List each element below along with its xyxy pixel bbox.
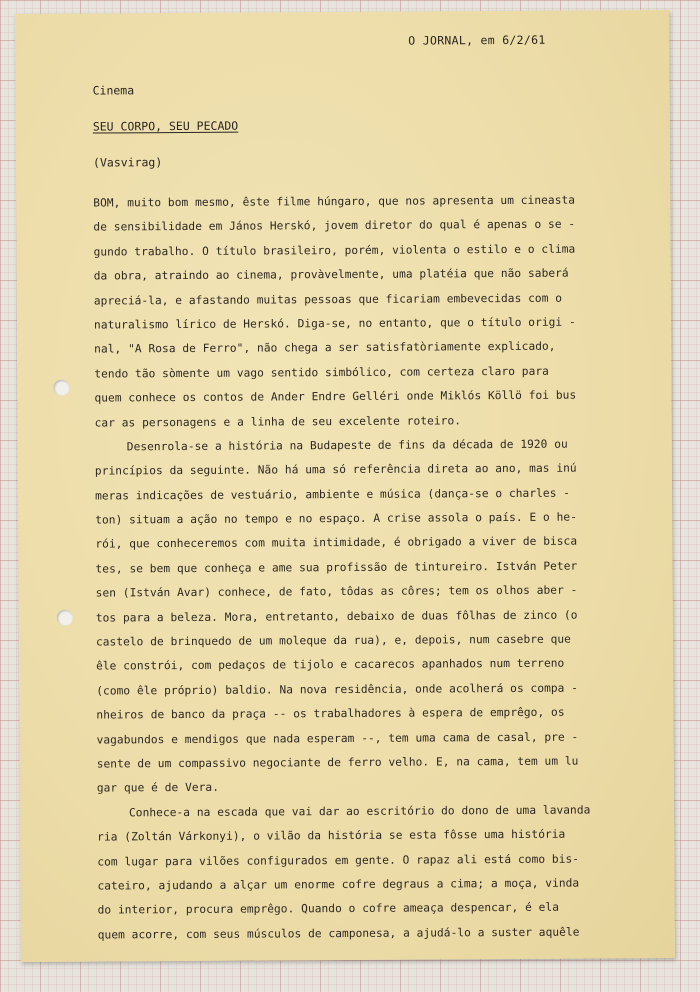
- text-line: meras indicações de vestuário, ambiente e música (dança-se o charles -: [95, 486, 571, 503]
- text-line: ton) situam a ação no tempo e no espaço. A crise assola o país. E o he-: [95, 510, 577, 527]
- text-line: Desenrola-se a história na Budapeste de fins da década de 1920 ou: [126, 437, 568, 454]
- text-line: com lugar para vilões configurados em gente. O rapaz ali está como bis-: [97, 852, 580, 869]
- text-line: princípios da seguinte. Não há uma só referência direta ao ano, mas inú: [94, 461, 577, 478]
- text-line: quem conhece os contos de Ander Endre Gelléri onde Miklós Köllö foi bus: [94, 388, 577, 405]
- typewritten-page: [15, 10, 675, 962]
- punch-hole: [53, 380, 69, 396]
- text-line: naturalismo lírico de Herskó. Diga-se, no entanto, que o título origi -: [93, 315, 576, 332]
- text-line: BOM, muito bom mesmo, êste filme húngaro, que nos apresenta um cineasta: [93, 193, 576, 210]
- text-line: gundo trabalho. O título brasileiro, porém, violenta o estilo e o clima: [93, 242, 576, 259]
- article-body: [93, 188, 658, 948]
- original-title: (Vasvirag): [92, 155, 163, 170]
- text-line: sen (István Avar) conhece, de fato, tôdas as côres; tem os olhos aber -: [95, 583, 578, 600]
- text-line: nheiros de banco da praça -- os trabalhadores à espera de emprêgo, os: [96, 705, 565, 722]
- text-line: (como êle próprio) baldio. Na nova residência, onde acolherá os compa -: [96, 681, 579, 698]
- text-line: sente de um compassivo negociante de ferro velho. E, na cama, tem um lu: [96, 754, 579, 771]
- header-date: O JORNAL, em 6/2/61: [408, 32, 546, 48]
- text-line: rói, que conheceremos com muita intimidade, é obrigado a viver de bisca: [95, 535, 578, 551]
- text-line: Conhece-a na escada que vai dar ao escritório do dono de uma lavandа: [128, 803, 591, 820]
- text-line: do interior, procura emprêgo. Quando o cofre ameaça despencar, é ela: [97, 901, 560, 917]
- text-line: quem acorre, com seus músculos de camponesa, a ajudá-lo a suster aquêle: [97, 925, 580, 942]
- text-line: êle constrói, com pedaços de tijolo e cacarecos apanhados num terreno: [96, 657, 565, 673]
- text-line: castelo de brinquedo de um moleque da rua), e, depois, num casebre que: [95, 632, 571, 649]
- film-title: SEU CORPO, SEU PECADO: [92, 118, 239, 134]
- text-line: apreciá-la, e afastando muitas pessoas que ficariam embevecidas com o: [93, 291, 563, 308]
- text-line: car as personagens e a linha de seu excelente roteiro.: [94, 413, 462, 430]
- text-line: da obra, atraindo ao cinema, provàvelmente, uma platéia que não saberá: [93, 266, 569, 283]
- punch-hole: [57, 610, 73, 626]
- text-line: tos para a beleza. Mora, entretanto, debaixo de duas fôlhas de zinco (o: [95, 608, 578, 625]
- section-label: Cinema: [92, 83, 135, 98]
- text-line: tendo tão sòmente um vago sentido simbólico, com certeza claro para: [94, 364, 549, 381]
- text-line: cateiro, ajudando a alçar um enorme cofre degraus a cima; a moça, vinda: [97, 876, 580, 893]
- text-line: vagabundos e mendigos que nada esperam --, tem uma cama de casal, pre -: [96, 730, 579, 747]
- text-line: gar que é de Vera.: [96, 781, 220, 795]
- text-line: nal, "A Rosa de Ferro", não chega a ser satisfatòriamente explicado,: [94, 340, 556, 356]
- text-line: ria (Zoltán Várkonyi), o vilão da história se esta fôsse uma história: [97, 827, 566, 844]
- text-line: de sensibilidade em János Herskó, jovem diretor do qual é apenas o se -: [93, 217, 576, 234]
- text-line: tes, se bem que conheça e ame sua profissão de tintureiro. István Peter: [95, 559, 578, 576]
